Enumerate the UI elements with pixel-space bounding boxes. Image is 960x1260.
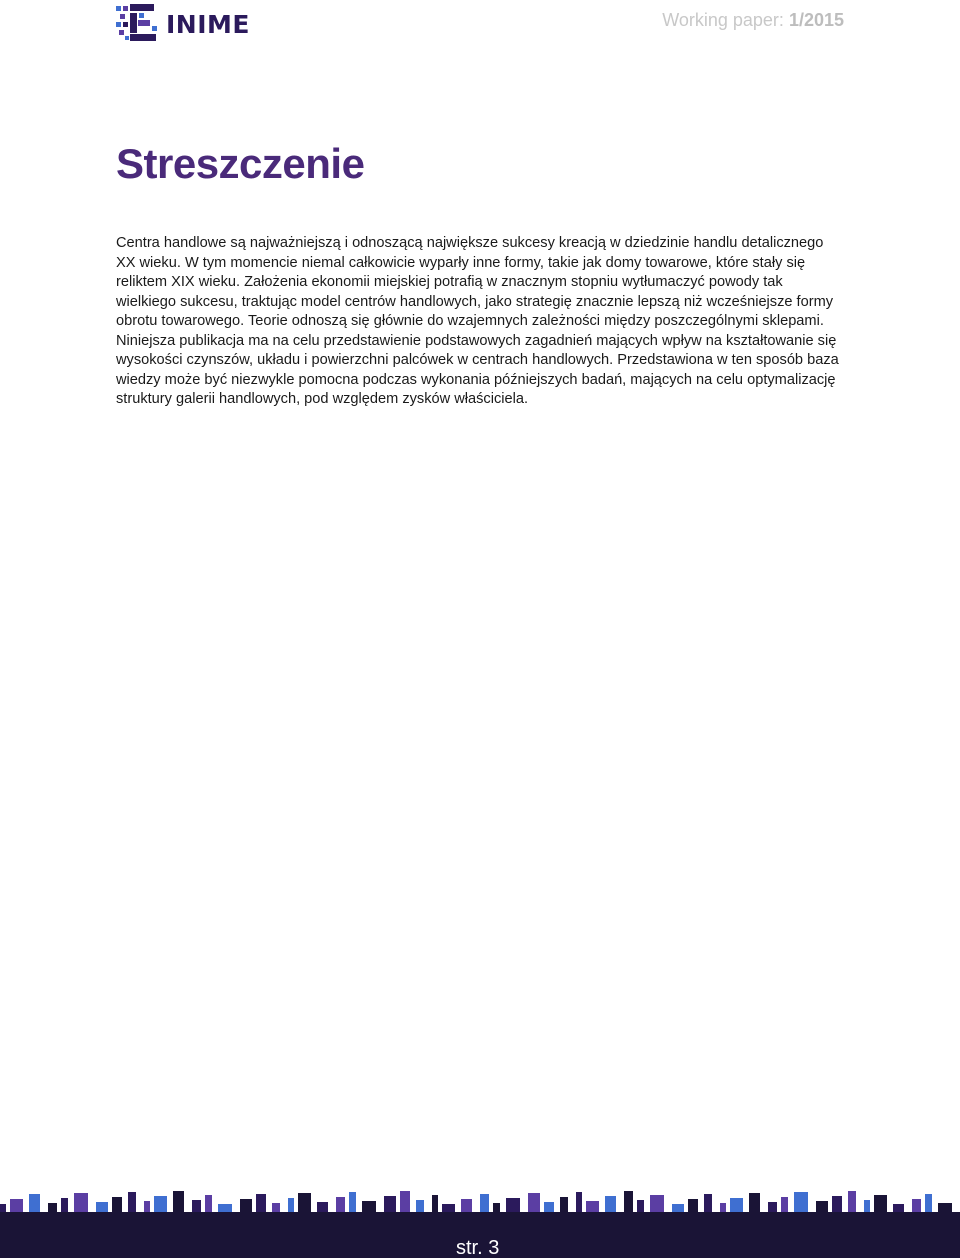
strip-block [688, 1199, 698, 1212]
working-paper-number: 1/2015 [788, 10, 844, 30]
strip-block [493, 1203, 500, 1212]
strip-block [240, 1199, 252, 1212]
page-number: str. 3 [456, 1237, 500, 1259]
strip-block [400, 1191, 410, 1212]
strip-block [720, 1203, 726, 1212]
strip-block [48, 1203, 57, 1212]
strip-block [288, 1198, 294, 1212]
strip-block [874, 1195, 887, 1212]
logo-text: INIME [166, 10, 250, 39]
working-paper-text: Working paper: [662, 10, 789, 30]
strip-block [461, 1199, 472, 1212]
strip-block [192, 1200, 201, 1212]
strip-block [173, 1191, 184, 1212]
strip-block [637, 1200, 644, 1212]
strip-block [96, 1202, 108, 1212]
strip-block [74, 1193, 88, 1212]
strip-block [336, 1197, 345, 1212]
strip-block [605, 1196, 616, 1212]
strip-block [576, 1192, 582, 1212]
strip-block [144, 1201, 150, 1212]
strip-block [272, 1203, 280, 1212]
strip-block [925, 1194, 932, 1212]
strip-block [61, 1198, 68, 1212]
strip-block [154, 1196, 167, 1212]
strip-block [205, 1195, 212, 1212]
strip-block [816, 1201, 828, 1212]
strip-block [704, 1194, 712, 1212]
strip-block [256, 1194, 266, 1212]
abstract-paragraph: Centra handlowe są najważniejszą i odnoszącą największe sukcesy kreacją w dziedzinie handlu detalicznego XX wieku. W tym momencie niemal całkowicie wyparły inne formy, takie jak domy towarowe, które stały się reliktem XIX wieku. Założenia ekonomii miejskiej potrafią w znacznym stopniu wytłumaczyć powody tak wielkiego sukcesu, traktując model centrów handlowych, jako strategię znacznie lepszą niż wcześniejsze formy obrotu towarowego. Teorie odnoszą się głównie do wzajemnych zależności między poszczególnymi sklepami. Niniejsza publikacja ma na celu przedstawienie podstawowych zagadnień mających wpływ na kształtowanie się wysokości czynszów, układu i powierzchni palcówek w centrach handlowych. Przedstawiona w ten sposób baza wiedzy może być niezwykle pomocna podczas wykonania późniejszych badań, mających na celu optymalizację struktury galerii handlowych, pod względem zysków właściciela. [116, 235, 839, 407]
strip-block [317, 1202, 328, 1212]
strip-block [480, 1194, 489, 1212]
strip-block [442, 1204, 455, 1212]
strip-block [768, 1202, 777, 1212]
strip-block [794, 1192, 808, 1212]
strip-block [506, 1198, 520, 1212]
strip-block [848, 1191, 856, 1212]
strip-block [893, 1204, 904, 1212]
logo-mark-icon [116, 4, 160, 42]
strip-block [586, 1201, 599, 1212]
strip-block [912, 1199, 921, 1212]
strip-block [432, 1195, 438, 1212]
strip-block [730, 1198, 743, 1212]
strip-block [864, 1200, 870, 1212]
strip-block [0, 1204, 6, 1212]
strip-block [672, 1204, 684, 1212]
strip-block [298, 1193, 311, 1212]
strip-block [362, 1201, 376, 1212]
strip-block [218, 1204, 232, 1212]
strip-block [650, 1195, 664, 1212]
strip-block [544, 1202, 554, 1212]
strip-block [416, 1200, 424, 1212]
strip-block [349, 1192, 356, 1212]
working-paper-label [662, 10, 844, 31]
strip-block [781, 1197, 788, 1212]
footer-pixel-strip [0, 1190, 960, 1212]
strip-block [528, 1193, 540, 1212]
strip-block [749, 1193, 760, 1212]
strip-block [29, 1194, 40, 1212]
strip-block [128, 1192, 136, 1212]
strip-block [10, 1199, 23, 1212]
strip-block [384, 1196, 396, 1212]
strip-block [832, 1196, 842, 1212]
page-title: Streszczenie [116, 140, 365, 187]
strip-block [112, 1197, 122, 1212]
page-header [0, 0, 960, 60]
strip-block [624, 1191, 633, 1212]
strip-block [938, 1203, 952, 1212]
strip-block [560, 1197, 568, 1212]
inime-logo [116, 4, 268, 44]
